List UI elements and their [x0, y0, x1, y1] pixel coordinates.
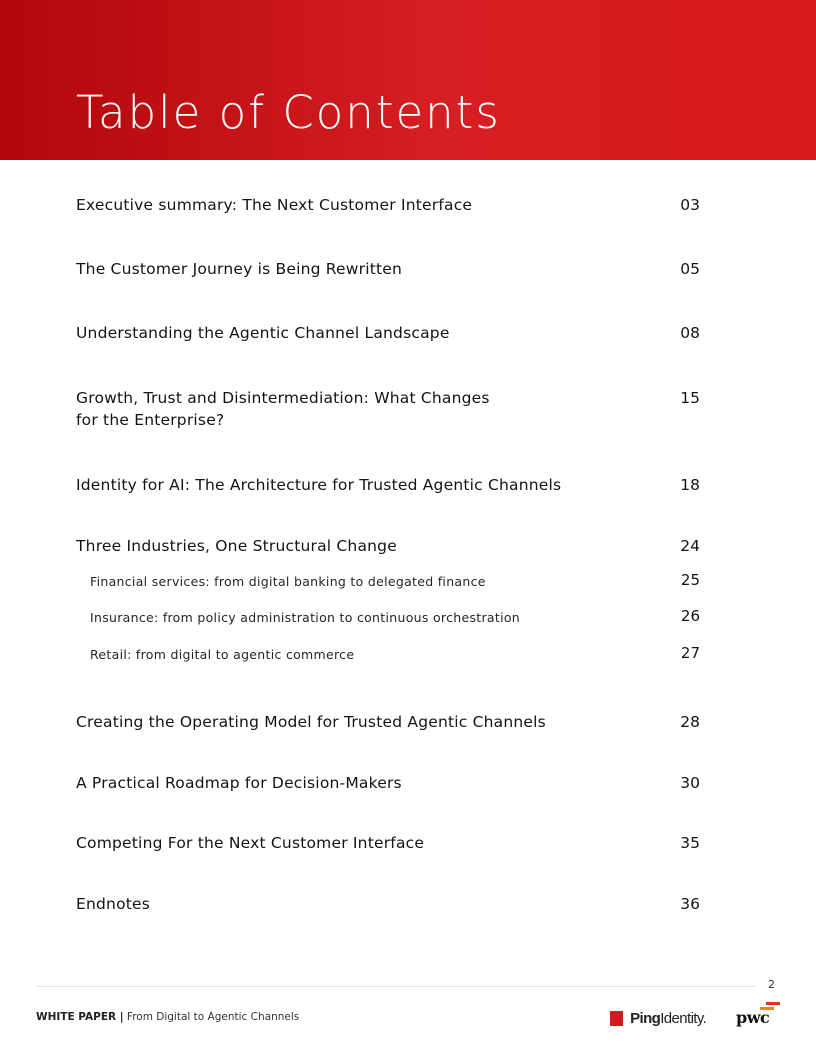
- toc-entry-page: 18: [680, 476, 700, 494]
- toc-entry-title: Three Industries, One Structural Change: [76, 537, 397, 555]
- footer-divider: [36, 986, 756, 987]
- pwc-wordmark: pwc: [736, 1008, 770, 1027]
- toc-entry-title: Identity for AI: The Architecture for Trusted Agentic Channels: [76, 476, 562, 494]
- page-title: Table of Contents: [76, 86, 501, 139]
- pwc-logo: [736, 1000, 784, 1030]
- toc-subentry-page: 25: [680, 571, 700, 589]
- toc-entry-title: Executive summary: The Next Customer Interface: [76, 196, 473, 214]
- ping-wordmark-regular: Identity.: [660, 1010, 707, 1027]
- footer-label-strong: WHITE PAPER |: [36, 1011, 124, 1023]
- ping-identity-logo: [610, 1008, 706, 1028]
- toc-subentry-page: 27: [680, 644, 700, 662]
- toc-entry-title-line1: Growth, Trust and Disintermediation: What Changes: [76, 389, 490, 407]
- toc-entry-page: 35: [680, 834, 700, 852]
- toc-entry-title: A Practical Roadmap for Decision-Makers: [76, 774, 402, 792]
- toc-entry-page: 36: [680, 895, 700, 913]
- toc-entry-title: [76, 387, 576, 431]
- footer-label-text: From Digital to Agentic Channels: [123, 1011, 300, 1023]
- toc-subentry-title: Financial services: from digital banking to delegated finance: [90, 574, 486, 589]
- ping-square-icon: [610, 1011, 623, 1026]
- toc-entry-page: 05: [680, 260, 700, 278]
- ping-wordmark-bold: Ping: [630, 1010, 661, 1027]
- toc-subentry-title: Insurance: from policy administration to continuous orchestration: [90, 610, 521, 625]
- toc-subentry-page: 26: [680, 607, 700, 625]
- toc-entry-page: 03: [680, 196, 700, 214]
- toc-entry-page: 28: [680, 713, 700, 731]
- toc-entry-title: Creating the Operating Model for Trusted Agentic Channels: [76, 713, 546, 731]
- toc-subentry-title: Retail: from digital to agentic commerce: [90, 647, 355, 662]
- toc-entry-title: Competing For the Next Customer Interface: [76, 834, 425, 852]
- toc-entry-title: The Customer Journey is Being Rewritten: [76, 260, 403, 278]
- toc-entry-title: Understanding the Agentic Channel Landscape: [76, 324, 450, 342]
- footer-label: [36, 1011, 299, 1023]
- page-number: 2: [768, 978, 775, 991]
- toc-entry-title-line2: for the Enterprise?: [76, 411, 225, 429]
- toc-entry-page: 30: [680, 774, 700, 792]
- toc-entry-page: 15: [680, 389, 700, 407]
- toc-entry-page: 24: [680, 537, 700, 555]
- toc-entry-title: Endnotes: [76, 895, 151, 913]
- ping-identity-wordmark: [630, 1010, 706, 1027]
- header-banner: [0, 0, 816, 160]
- toc-entry-page: 08: [680, 324, 700, 342]
